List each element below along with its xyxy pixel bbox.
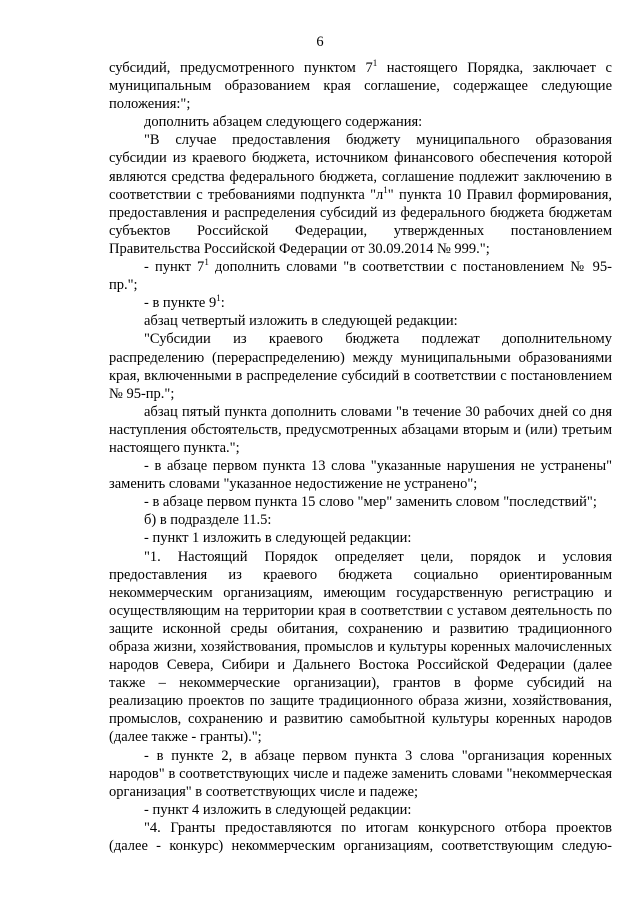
paragraph-text: :: [220, 295, 225, 312]
paragraph-text: - пункт 1 изложить в следующей редакции:: [144, 530, 412, 547]
paragraph: [109, 330, 612, 402]
paragraph: [109, 529, 612, 547]
paragraph-text: "Субсидии из краевого бюджета подлежат дополнительному распределению (перераспределению) между муниципальными образованиями края, включенными в распределение субсидий в соответствии с постановлением № 95-пр.";: [109, 331, 612, 402]
paragraph-text: настоящего Порядка, заключает с муниципальным образованием края соглашение, содержащее следующие положения:";: [109, 60, 612, 113]
paragraph-text: - пункт 7: [144, 259, 205, 276]
paragraph: [109, 312, 612, 330]
superscript: 1: [372, 58, 378, 69]
paragraph-text: "В случае предоставления бюджету муниципального образования субсидии из краевого бюджета, источником финансового обеспечения которой являются средства федерального бюджета, соглашение подлежит заключению в соответствии с требованиями подпункта "л: [109, 132, 612, 203]
paragraph: [109, 258, 612, 294]
paragraph: [109, 493, 612, 511]
paragraph-text: б) в подразделе 11.5:: [144, 512, 272, 529]
paragraph-text: - в абзаце первом пункта 15 слово "мер" заменить словом "последствий";: [144, 494, 597, 511]
paragraph-text: " пункта 10 Правил формирования, предоставления и распределения субсидий из федерального бюджета бюджетам субъектов Российской Федерации, утвержденных постановлением Правительства Российской Федерации от 30.09.2014 № 999.";: [109, 186, 612, 257]
paragraph: [109, 113, 612, 131]
paragraph-text: субсидий, предусмотренного пунктом 7: [109, 60, 373, 76]
paragraph-text: - в пункте 2, в абзаце первом пункта 3 слова "организация коренных народов" в соответствующих числе и падеже заменить словами "некоммерческая организация" в соответствующих числе и падеже;: [109, 747, 612, 800]
paragraph-text: - в пункте 9: [144, 295, 217, 312]
paragraph-text: абзац четвертый изложить в следующей редакции:: [144, 313, 458, 330]
paragraph: [109, 403, 612, 457]
paragraph-text: дополнить словами "в соответствии с постановлением № 95-пр.";: [109, 259, 612, 294]
paragraph-text: - пункт 4 изложить в следующей редакции:: [144, 801, 412, 818]
paragraph-text: абзац пятый пункта дополнить словами "в течение 30 рабочих дней со дня наступления обстоятельств, предусмотренных абзацами вторым и (или) третьим настоящего пункта.";: [109, 403, 612, 456]
paragraph: [109, 59, 612, 113]
paragraph-text: "4. Гранты предоставляются по итогам конкурсного отбора проектов (далее - конкурс) некоммерческим организациям, соответствующим следую-: [109, 819, 612, 855]
paragraph: [109, 511, 612, 529]
superscript: 1: [216, 293, 221, 304]
paragraph-text: дополнить абзацем следующего содержания:: [144, 114, 423, 131]
paragraph: [109, 819, 612, 855]
document-body: [109, 59, 612, 855]
paragraph: [109, 457, 612, 493]
superscript: 1: [383, 184, 388, 195]
superscript: 1: [204, 257, 209, 268]
paragraph-text: "1. Настоящий Порядок определяет цели, порядок и условия предоставления из краевого бюджета социально ориентированным некоммерческим организациям, имеющим государственную регистрацию и осуществляющим на территории края в соответствии с уставом деятельность по защите исконной среды обитания, сохранению и развитию традиционного образа жизни, хозяйствования, промыслов и культуры коренных малочисленных народов Севера, Сибири и Дальнего Востока Российской Федерации (далее также – некоммерческие организации), грантов в форме субсидий на реализацию проектов по защите традиционного образа жизни, хозяйствования, промыслов, сохранению и развитию самобытной культуры коренных народов (далее также - гранты).";: [109, 548, 612, 746]
paragraph: [109, 131, 612, 258]
paragraph-text: - в абзаце первом пункта 13 слова "указанные нарушения не устранены" заменить словами "указанное недостижение не устранено";: [109, 458, 612, 493]
paragraph: [109, 294, 612, 312]
paragraph: [109, 801, 612, 819]
page-number: 6: [316, 34, 324, 50]
paragraph: [109, 747, 612, 801]
paragraph: [109, 548, 612, 747]
